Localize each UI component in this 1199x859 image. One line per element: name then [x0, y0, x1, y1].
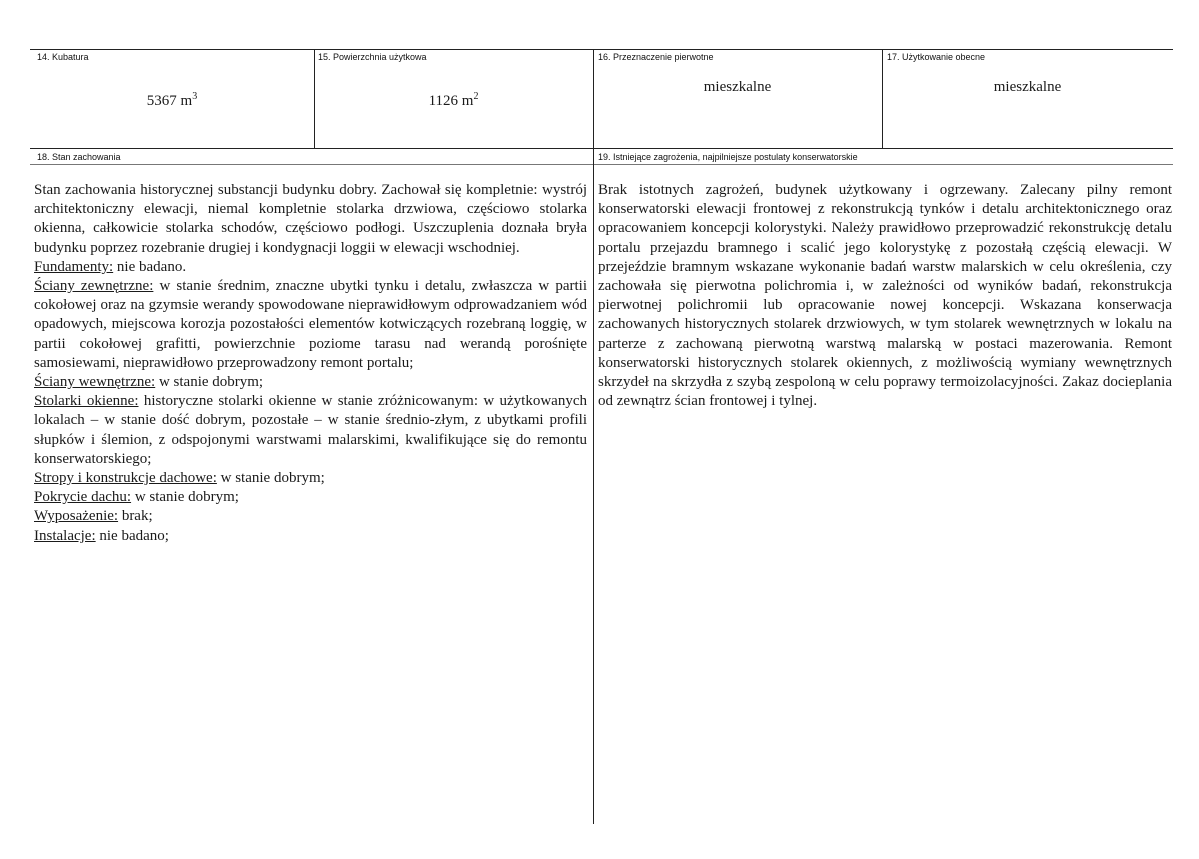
- stan-item-label: Ściany wewnętrzne:: [34, 374, 156, 391]
- field-16-value: mieszkalne: [703, 79, 772, 95]
- col-divider-2: [593, 49, 594, 824]
- stan-zachowania-text: [34, 181, 587, 546]
- stan-item: [34, 469, 587, 488]
- stan-item: [34, 373, 587, 392]
- field-16-label: 16. Przeznaczenie pierwotne: [598, 52, 714, 62]
- stan-item: [34, 527, 587, 546]
- zagrozenia-text: Brak istotnych zagrożeń, budynek użytkowany i ogrzewany. Zalecany pilny remont konserwatorski elewacji frontowej z rekonstrukcją tynków i detalu architektonicznego oraz opracowaniem koncepcji kolorystyki. Należy prawidłowo przeprowadzić rekonstrukcję detalu portalu przejazdu bramnego i scalić jego kolorystykę z pozostałą częścią elewacji. W przejeździe bramnym wskazane wykonanie badań warstw malarskich w celu określenia, czy zachowała się pierwotna polichromia i, w zależności od wyników badań, rekonstrukcja pierwotnej polichromii lub opracowanie nowej koncepcji. Wskazana konserwacja zachowanych historycznych stolarek drzwiowych, w tym stolarek wewnętrznych w lokalu na parterze z zachowaną pierwotną warstwą malarską w postaci mazerowania. Remont konserwatorski historycznych stolarek okiennych, z możliwością wymiany wewnętrznych skrzydeł na skrzydła z szybą zespoloną w celu poprawy termoizolacyjności. Zakaz docieplania od zewnątrz ścian frontowej i tylnej.: [598, 182, 1172, 410]
- field-15-label: 15. Powierzchnia użytkowa: [318, 52, 427, 62]
- kubatura-unit-exponent: 3: [192, 91, 198, 102]
- col-divider-3: [882, 49, 883, 148]
- stan-item: [34, 258, 587, 277]
- stan-item-label: Wyposażenie:: [34, 508, 119, 525]
- powierzchnia-unit-exponent: 2: [473, 91, 479, 102]
- row2-label-divider: [30, 164, 1173, 165]
- stan-item-text: historyczne stolarki okienne w stanie zróżnicowanym: w użytkowanych lokalach – w stanie dość dobrym, pozostałe – w stanie średnio-złym, z ubytkami profili słupków i ślemion, z odspojonymi warstwami malarskimi, kwalifikujące się do remontu konserwatorskiego;: [34, 393, 587, 467]
- stan-items-list: [34, 258, 587, 546]
- stan-item-label: Fundamenty:: [34, 258, 114, 275]
- stan-item: [34, 507, 587, 526]
- field-14-value: [30, 91, 314, 110]
- row1-bottom-border: [30, 148, 1173, 149]
- stan-item-label: Stolarki okienne:: [34, 393, 139, 410]
- field-17-value: mieszkalne: [993, 79, 1062, 95]
- stan-item-text: w stanie dobrym;: [155, 374, 264, 391]
- stan-intro: Stan zachowania historycznej substancji budynku dobry. Zachował się kompletnie: wystrój architektoniczny elewacji, niemal kompletnie stolarka drzwiowa, częściowo stolarka okienna, całkowicie stolarka schodów, częściowo podłogi. Uszczuplenia doznała bryła budynku poprzez rozebranie drugiej i kondygnacji loggii w elewacji wschodniej.: [34, 182, 587, 256]
- stan-item: [34, 277, 587, 373]
- stan-item-label: Instalacje:: [34, 527, 96, 544]
- stan-item-text: w stanie dobrym;: [216, 470, 325, 487]
- stan-item-text: brak;: [118, 508, 153, 525]
- field-18-label: 18. Stan zachowania: [37, 152, 121, 162]
- stan-item: [34, 488, 587, 507]
- field-17-label: 17. Użytkowanie obecne: [887, 52, 986, 62]
- stan-item-text: w stanie średnim, znaczne ubytki tynku i detalu, zwłaszcza w partii cokołowej oraz na gzymsie werandy spowodowane nieprawidłowym odprowadzaniem wód opadowych, miejscowa korozja pozostałości elementów kotwiczących rozebraną loggię, w partii cokołowej grafitti, powierzchnie poziome tarasu nad werandą porośnięte samosiewami, nieprawidłowo przeprowadzony remont portalu;: [34, 278, 588, 371]
- stan-item-text: nie badano.: [113, 258, 187, 275]
- stan-item: [34, 392, 587, 469]
- top-border: [30, 49, 1173, 50]
- stan-item-label: Ściany zewnętrzne:: [34, 278, 154, 295]
- stan-item-text: w stanie dobrym;: [131, 489, 239, 506]
- field-15-value: [314, 91, 593, 110]
- field-19-label: 19. Istniejące zagrożenia, najpilniejsze postulaty konserwatorskie: [598, 152, 858, 162]
- stan-item-label: Stropy i konstrukcje dachowe:: [34, 470, 217, 487]
- kubatura-value: 5367 m: [146, 93, 193, 109]
- field-14-label: 14. Kubatura: [37, 52, 89, 62]
- stan-item-text: nie badano;: [95, 527, 169, 544]
- powierzchnia-value: 1126 m: [428, 93, 474, 109]
- stan-item-label: Pokrycie dachu:: [34, 489, 132, 506]
